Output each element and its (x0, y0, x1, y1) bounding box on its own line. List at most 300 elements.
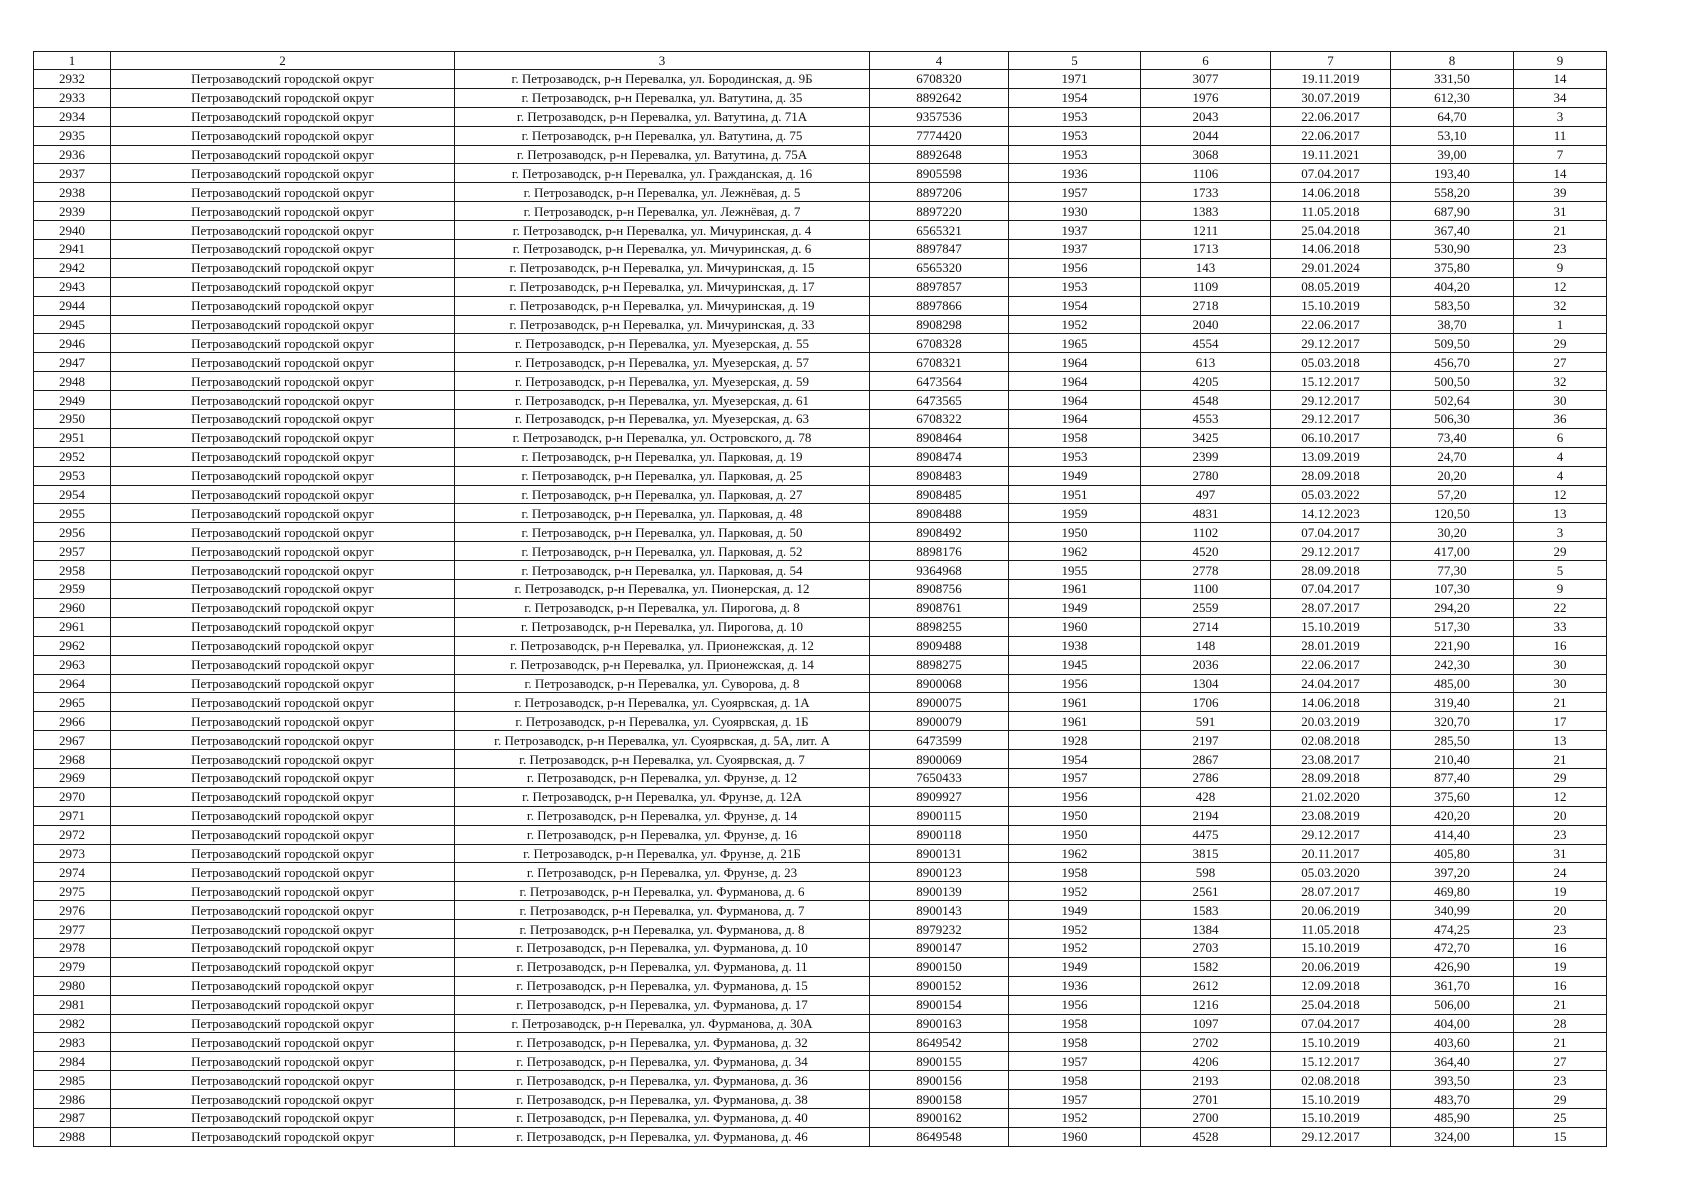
cell-record-number: 3425 (1141, 428, 1271, 447)
cell-row-number: 2933 (34, 88, 111, 107)
cell-municipality: Петрозаводский городской округ (111, 1090, 455, 1109)
cell-area: 324,00 (1391, 1127, 1514, 1146)
cell-date: 15.10.2019 (1271, 617, 1391, 636)
cell-address: г. Петрозаводск, р-н Перевалка, ул. Парковая, д. 25 (455, 466, 870, 485)
table-row (34, 957, 1607, 976)
cell-address: г. Петрозаводск, р-н Перевалка, ул. Прионежская, д. 14 (455, 655, 870, 674)
cell-municipality: Петрозаводский городской округ (111, 693, 455, 712)
cell-count: 11 (1514, 126, 1607, 145)
cell-record-number: 2786 (1141, 768, 1271, 787)
cell-area: 530,90 (1391, 240, 1514, 259)
cell-year: 1958 (1009, 1014, 1141, 1033)
cell-year: 1961 (1009, 580, 1141, 599)
cell-record-number: 2780 (1141, 466, 1271, 485)
cell-area: 877,40 (1391, 768, 1514, 787)
cell-count: 29 (1514, 542, 1607, 561)
cell-object-code: 8908483 (870, 466, 1009, 485)
cell-address: г. Петрозаводск, р-н Перевалка, ул. Суоярвская, д. 5А, лит. А (455, 731, 870, 750)
cell-address: г. Петрозаводск, р-н Перевалка, ул. Фурманова, д. 17 (455, 995, 870, 1014)
cell-date: 29.12.2017 (1271, 825, 1391, 844)
column-header: 9 (1514, 52, 1607, 70)
registry-table (33, 51, 1607, 1147)
cell-municipality: Петрозаводский городской округ (111, 617, 455, 636)
cell-count: 14 (1514, 164, 1607, 183)
cell-row-number: 2932 (34, 70, 111, 89)
cell-object-code: 8908464 (870, 428, 1009, 447)
cell-address: г. Петрозаводск, р-н Перевалка, ул. Мичуринская, д. 33 (455, 315, 870, 334)
cell-row-number: 2937 (34, 164, 111, 183)
cell-date: 07.04.2017 (1271, 164, 1391, 183)
cell-row-number: 2962 (34, 636, 111, 655)
cell-date: 14.06.2018 (1271, 240, 1391, 259)
cell-area: 20,20 (1391, 466, 1514, 485)
cell-count: 29 (1514, 768, 1607, 787)
cell-count: 12 (1514, 277, 1607, 296)
cell-municipality: Петрозаводский городской округ (111, 674, 455, 693)
cell-address: г. Петрозаводск, р-н Перевалка, ул. Фурманова, д. 40 (455, 1108, 870, 1127)
cell-object-code: 8900155 (870, 1052, 1009, 1071)
table-row (34, 976, 1607, 995)
column-header: 5 (1009, 52, 1141, 70)
cell-address: г. Петрозаводск, р-н Перевалка, ул. Суворова, д. 8 (455, 674, 870, 693)
cell-date: 29.12.2017 (1271, 410, 1391, 429)
cell-area: 320,70 (1391, 712, 1514, 731)
cell-record-number: 1109 (1141, 277, 1271, 296)
cell-record-number: 2193 (1141, 1071, 1271, 1090)
cell-date: 28.09.2018 (1271, 768, 1391, 787)
cell-area: 361,70 (1391, 976, 1514, 995)
cell-year: 1936 (1009, 976, 1141, 995)
cell-record-number: 1384 (1141, 920, 1271, 939)
cell-row-number: 2981 (34, 995, 111, 1014)
cell-row-number: 2960 (34, 598, 111, 617)
cell-count: 13 (1514, 504, 1607, 523)
cell-count: 23 (1514, 825, 1607, 844)
cell-object-code: 7650433 (870, 768, 1009, 787)
cell-record-number: 1713 (1141, 240, 1271, 259)
cell-row-number: 2943 (34, 277, 111, 296)
cell-area: 483,70 (1391, 1090, 1514, 1109)
cell-area: 558,20 (1391, 183, 1514, 202)
cell-object-code: 8898255 (870, 617, 1009, 636)
cell-date: 29.12.2017 (1271, 1127, 1391, 1146)
cell-row-number: 2944 (34, 296, 111, 315)
table-row (34, 428, 1607, 447)
cell-date: 20.06.2019 (1271, 901, 1391, 920)
cell-object-code: 8900156 (870, 1071, 1009, 1090)
cell-address: г. Петрозаводск, р-н Перевалка, ул. Фурманова, д. 11 (455, 957, 870, 976)
cell-year: 1949 (1009, 466, 1141, 485)
cell-date: 15.10.2019 (1271, 1033, 1391, 1052)
cell-address: г. Петрозаводск, р-н Перевалка, ул. Парковая, д. 50 (455, 523, 870, 542)
cell-count: 30 (1514, 391, 1607, 410)
cell-municipality: Петрозаводский городской округ (111, 1014, 455, 1033)
cell-address: г. Петрозаводск, р-н Перевалка, ул. Муезерская, д. 59 (455, 372, 870, 391)
cell-area: 485,90 (1391, 1108, 1514, 1127)
cell-date: 20.03.2019 (1271, 712, 1391, 731)
cell-record-number: 1733 (1141, 183, 1271, 202)
cell-municipality: Петрозаводский городской округ (111, 221, 455, 240)
cell-area: 30,20 (1391, 523, 1514, 542)
cell-area: 426,90 (1391, 957, 1514, 976)
cell-record-number: 3077 (1141, 70, 1271, 89)
cell-count: 22 (1514, 598, 1607, 617)
cell-row-number: 2938 (34, 183, 111, 202)
cell-count: 12 (1514, 787, 1607, 806)
header-row (34, 52, 1607, 70)
cell-address: г. Петрозаводск, р-н Перевалка, ул. Фурманова, д. 7 (455, 901, 870, 920)
cell-object-code: 6473564 (870, 372, 1009, 391)
table-row (34, 806, 1607, 825)
cell-count: 14 (1514, 70, 1607, 89)
cell-row-number: 2963 (34, 655, 111, 674)
cell-record-number: 2778 (1141, 561, 1271, 580)
table-row (34, 1014, 1607, 1033)
table-row (34, 882, 1607, 901)
cell-count: 21 (1514, 750, 1607, 769)
cell-count: 15 (1514, 1127, 1607, 1146)
table-row (34, 674, 1607, 693)
cell-municipality: Петрозаводский городской округ (111, 844, 455, 863)
cell-municipality: Петрозаводский городской округ (111, 523, 455, 542)
cell-date: 11.05.2018 (1271, 202, 1391, 221)
cell-year: 1957 (1009, 768, 1141, 787)
cell-row-number: 2953 (34, 466, 111, 485)
cell-object-code: 8649548 (870, 1127, 1009, 1146)
cell-date: 05.03.2018 (1271, 353, 1391, 372)
cell-object-code: 8908474 (870, 447, 1009, 466)
cell-date: 23.08.2019 (1271, 806, 1391, 825)
cell-record-number: 143 (1141, 258, 1271, 277)
cell-area: 193,40 (1391, 164, 1514, 183)
cell-municipality: Петрозаводский городской округ (111, 70, 455, 89)
table-row (34, 561, 1607, 580)
cell-row-number: 2985 (34, 1071, 111, 1090)
cell-municipality: Петрозаводский городской округ (111, 787, 455, 806)
cell-date: 12.09.2018 (1271, 976, 1391, 995)
cell-row-number: 2973 (34, 844, 111, 863)
cell-count: 21 (1514, 221, 1607, 240)
cell-row-number: 2984 (34, 1052, 111, 1071)
cell-row-number: 2983 (34, 1033, 111, 1052)
cell-area: 57,20 (1391, 485, 1514, 504)
cell-row-number: 2970 (34, 787, 111, 806)
cell-area: 397,20 (1391, 863, 1514, 882)
cell-row-number: 2945 (34, 315, 111, 334)
cell-area: 403,60 (1391, 1033, 1514, 1052)
cell-address: г. Петрозаводск, р-н Перевалка, ул. Муезерская, д. 55 (455, 334, 870, 353)
cell-year: 1965 (1009, 334, 1141, 353)
cell-record-number: 497 (1141, 485, 1271, 504)
cell-row-number: 2959 (34, 580, 111, 599)
cell-year: 1953 (1009, 145, 1141, 164)
cell-year: 1953 (1009, 447, 1141, 466)
cell-object-code: 8908492 (870, 523, 1009, 542)
cell-record-number: 3815 (1141, 844, 1271, 863)
cell-area: 221,90 (1391, 636, 1514, 655)
cell-year: 1950 (1009, 825, 1141, 844)
cell-address: г. Петрозаводск, р-н Перевалка, ул. Фрунзе, д. 21Б (455, 844, 870, 863)
cell-record-number: 148 (1141, 636, 1271, 655)
cell-address: г. Петрозаводск, р-н Перевалка, ул. Муезерская, д. 63 (455, 410, 870, 429)
cell-date: 14.12.2023 (1271, 504, 1391, 523)
cell-municipality: Петрозаводский городской округ (111, 561, 455, 580)
cell-object-code: 9364968 (870, 561, 1009, 580)
cell-count: 12 (1514, 485, 1607, 504)
cell-address: г. Петрозаводск, р-н Перевалка, ул. Фурманова, д. 30А (455, 1014, 870, 1033)
cell-year: 1956 (1009, 995, 1141, 1014)
cell-record-number: 2702 (1141, 1033, 1271, 1052)
cell-count: 3 (1514, 523, 1607, 542)
cell-date: 07.04.2017 (1271, 523, 1391, 542)
table-row (34, 768, 1607, 787)
table-row (34, 750, 1607, 769)
cell-count: 32 (1514, 296, 1607, 315)
cell-count: 13 (1514, 731, 1607, 750)
cell-municipality: Петрозаводский городской округ (111, 466, 455, 485)
cell-area: 612,30 (1391, 88, 1514, 107)
cell-count: 20 (1514, 901, 1607, 920)
cell-date: 14.06.2018 (1271, 693, 1391, 712)
table-row (34, 334, 1607, 353)
cell-area: 393,50 (1391, 1071, 1514, 1090)
table-row (34, 995, 1607, 1014)
cell-date: 28.09.2018 (1271, 561, 1391, 580)
table-row (34, 296, 1607, 315)
cell-object-code: 8900162 (870, 1108, 1009, 1127)
cell-year: 1952 (1009, 938, 1141, 957)
cell-area: 414,40 (1391, 825, 1514, 844)
cell-object-code: 8900118 (870, 825, 1009, 844)
cell-count: 16 (1514, 938, 1607, 957)
cell-municipality: Петрозаводский городской округ (111, 712, 455, 731)
cell-year: 1953 (1009, 277, 1141, 296)
cell-object-code: 8900143 (870, 901, 1009, 920)
cell-row-number: 2957 (34, 542, 111, 561)
cell-address: г. Петрозаводск, р-н Перевалка, ул. Мичуринская, д. 17 (455, 277, 870, 296)
table-row (34, 1108, 1607, 1127)
cell-municipality: Петрозаводский городской округ (111, 447, 455, 466)
cell-address: г. Петрозаводск, р-н Перевалка, ул. Ватутина, д. 75А (455, 145, 870, 164)
table-row (34, 523, 1607, 542)
cell-object-code: 8900069 (870, 750, 1009, 769)
cell-address: г. Петрозаводск, р-н Перевалка, ул. Пирогова, д. 8 (455, 598, 870, 617)
cell-address: г. Петрозаводск, р-н Перевалка, ул. Фрунзе, д. 23 (455, 863, 870, 882)
cell-count: 16 (1514, 976, 1607, 995)
cell-count: 7 (1514, 145, 1607, 164)
cell-municipality: Петрозаводский городской округ (111, 504, 455, 523)
cell-object-code: 8900152 (870, 976, 1009, 995)
cell-count: 27 (1514, 1052, 1607, 1071)
table-row (34, 920, 1607, 939)
cell-object-code: 8909488 (870, 636, 1009, 655)
cell-row-number: 2936 (34, 145, 111, 164)
table-row (34, 712, 1607, 731)
cell-date: 02.08.2018 (1271, 1071, 1391, 1090)
cell-date: 20.06.2019 (1271, 957, 1391, 976)
cell-year: 1958 (1009, 1071, 1141, 1090)
cell-date: 29.01.2024 (1271, 258, 1391, 277)
cell-address: г. Петрозаводск, р-н Перевалка, ул. Мичуринская, д. 4 (455, 221, 870, 240)
cell-municipality: Петрозаводский городской округ (111, 1071, 455, 1090)
cell-record-number: 1216 (1141, 995, 1271, 1014)
cell-area: 120,50 (1391, 504, 1514, 523)
cell-object-code: 8900123 (870, 863, 1009, 882)
cell-area: 340,99 (1391, 901, 1514, 920)
cell-year: 1949 (1009, 598, 1141, 617)
cell-row-number: 2982 (34, 1014, 111, 1033)
cell-row-number: 2971 (34, 806, 111, 825)
cell-area: 502,64 (1391, 391, 1514, 410)
cell-municipality: Петрозаводский городской округ (111, 145, 455, 164)
table-row (34, 598, 1607, 617)
cell-object-code: 8897220 (870, 202, 1009, 221)
cell-year: 1964 (1009, 353, 1141, 372)
cell-date: 11.05.2018 (1271, 920, 1391, 939)
cell-count: 21 (1514, 1033, 1607, 1052)
cell-area: 583,50 (1391, 296, 1514, 315)
table-header (34, 52, 1607, 70)
table-row (34, 70, 1607, 89)
cell-year: 1958 (1009, 863, 1141, 882)
cell-record-number: 4205 (1141, 372, 1271, 391)
cell-address: г. Петрозаводск, р-н Перевалка, ул. Фрунзе, д. 12 (455, 768, 870, 787)
cell-row-number: 2965 (34, 693, 111, 712)
cell-object-code: 8897847 (870, 240, 1009, 259)
cell-address: г. Петрозаводск, р-н Перевалка, ул. Мичуринская, д. 6 (455, 240, 870, 259)
cell-record-number: 2044 (1141, 126, 1271, 145)
cell-area: 417,00 (1391, 542, 1514, 561)
cell-date: 24.04.2017 (1271, 674, 1391, 693)
cell-area: 39,00 (1391, 145, 1514, 164)
cell-date: 19.11.2019 (1271, 70, 1391, 89)
cell-address: г. Петрозаводск, р-н Перевалка, ул. Фурманова, д. 46 (455, 1127, 870, 1146)
cell-count: 30 (1514, 674, 1607, 693)
cell-municipality: Петрозаводский городской округ (111, 938, 455, 957)
table-row (34, 126, 1607, 145)
cell-year: 1954 (1009, 750, 1141, 769)
cell-object-code: 8908756 (870, 580, 1009, 599)
cell-year: 1937 (1009, 240, 1141, 259)
table-row (34, 863, 1607, 882)
cell-row-number: 2979 (34, 957, 111, 976)
cell-record-number: 1383 (1141, 202, 1271, 221)
cell-date: 20.11.2017 (1271, 844, 1391, 863)
cell-count: 29 (1514, 334, 1607, 353)
cell-record-number: 4553 (1141, 410, 1271, 429)
cell-area: 509,50 (1391, 334, 1514, 353)
column-header: 2 (111, 52, 455, 70)
cell-address: г. Петрозаводск, р-н Перевалка, ул. Фрунзе, д. 14 (455, 806, 870, 825)
cell-area: 64,70 (1391, 107, 1514, 126)
cell-object-code: 6708321 (870, 353, 1009, 372)
cell-year: 1952 (1009, 882, 1141, 901)
cell-area: 506,30 (1391, 410, 1514, 429)
cell-date: 21.02.2020 (1271, 787, 1391, 806)
cell-municipality: Петрозаводский городской округ (111, 240, 455, 259)
table-row (34, 88, 1607, 107)
cell-record-number: 428 (1141, 787, 1271, 806)
cell-record-number: 591 (1141, 712, 1271, 731)
cell-row-number: 2967 (34, 731, 111, 750)
cell-municipality: Петрозаводский городской округ (111, 258, 455, 277)
cell-area: 485,00 (1391, 674, 1514, 693)
cell-address: г. Петрозаводск, р-н Перевалка, ул. Парковая, д. 27 (455, 485, 870, 504)
cell-municipality: Петрозаводский городской округ (111, 768, 455, 787)
cell-object-code: 8900158 (870, 1090, 1009, 1109)
cell-address: г. Петрозаводск, р-н Перевалка, ул. Фрунзе, д. 16 (455, 825, 870, 844)
cell-count: 16 (1514, 636, 1607, 655)
cell-year: 1959 (1009, 504, 1141, 523)
cell-year: 1954 (1009, 296, 1141, 315)
cell-date: 07.04.2017 (1271, 580, 1391, 599)
cell-municipality: Петрозаводский городской округ (111, 1033, 455, 1052)
cell-date: 14.06.2018 (1271, 183, 1391, 202)
cell-object-code: 8900163 (870, 1014, 1009, 1033)
cell-record-number: 2703 (1141, 938, 1271, 957)
cell-year: 1928 (1009, 731, 1141, 750)
cell-year: 1955 (1009, 561, 1141, 580)
column-header: 6 (1141, 52, 1271, 70)
cell-row-number: 2946 (34, 334, 111, 353)
table-row (34, 504, 1607, 523)
cell-year: 1964 (1009, 410, 1141, 429)
table-row (34, 240, 1607, 259)
cell-object-code: 8900154 (870, 995, 1009, 1014)
cell-count: 21 (1514, 995, 1607, 1014)
cell-object-code: 8897206 (870, 183, 1009, 202)
table-row (34, 164, 1607, 183)
cell-row-number: 2977 (34, 920, 111, 939)
cell-address: г. Петрозаводск, р-н Перевалка, ул. Суоярвская, д. 1Б (455, 712, 870, 731)
cell-year: 1937 (1009, 221, 1141, 240)
table-row (34, 580, 1607, 599)
table-row (34, 1127, 1607, 1146)
cell-date: 15.10.2019 (1271, 938, 1391, 957)
cell-record-number: 613 (1141, 353, 1271, 372)
cell-record-number: 2867 (1141, 750, 1271, 769)
cell-count: 3 (1514, 107, 1607, 126)
cell-municipality: Петрозаводский городской округ (111, 277, 455, 296)
cell-record-number: 2043 (1141, 107, 1271, 126)
cell-municipality: Петрозаводский городской округ (111, 636, 455, 655)
cell-date: 06.10.2017 (1271, 428, 1391, 447)
cell-municipality: Петрозаводский городской округ (111, 183, 455, 202)
cell-address: г. Петрозаводск, р-н Перевалка, ул. Лежнёвая, д. 7 (455, 202, 870, 221)
cell-address: г. Петрозаводск, р-н Перевалка, ул. Парковая, д. 54 (455, 561, 870, 580)
cell-date: 13.09.2019 (1271, 447, 1391, 466)
cell-municipality: Петрозаводский городской округ (111, 391, 455, 410)
cell-row-number: 2968 (34, 750, 111, 769)
cell-municipality: Петрозаводский городской округ (111, 126, 455, 145)
cell-object-code: 8908298 (870, 315, 1009, 334)
cell-municipality: Петрозаводский городской округ (111, 428, 455, 447)
cell-count: 34 (1514, 88, 1607, 107)
cell-area: 375,80 (1391, 258, 1514, 277)
cell-row-number: 2978 (34, 938, 111, 957)
cell-area: 285,50 (1391, 731, 1514, 750)
cell-date: 22.06.2017 (1271, 107, 1391, 126)
cell-year: 1964 (1009, 372, 1141, 391)
cell-date: 29.12.2017 (1271, 542, 1391, 561)
cell-year: 1952 (1009, 1108, 1141, 1127)
cell-area: 500,50 (1391, 372, 1514, 391)
cell-year: 1961 (1009, 712, 1141, 731)
cell-record-number: 2701 (1141, 1090, 1271, 1109)
cell-record-number: 2714 (1141, 617, 1271, 636)
cell-record-number: 2399 (1141, 447, 1271, 466)
cell-object-code: 7774420 (870, 126, 1009, 145)
